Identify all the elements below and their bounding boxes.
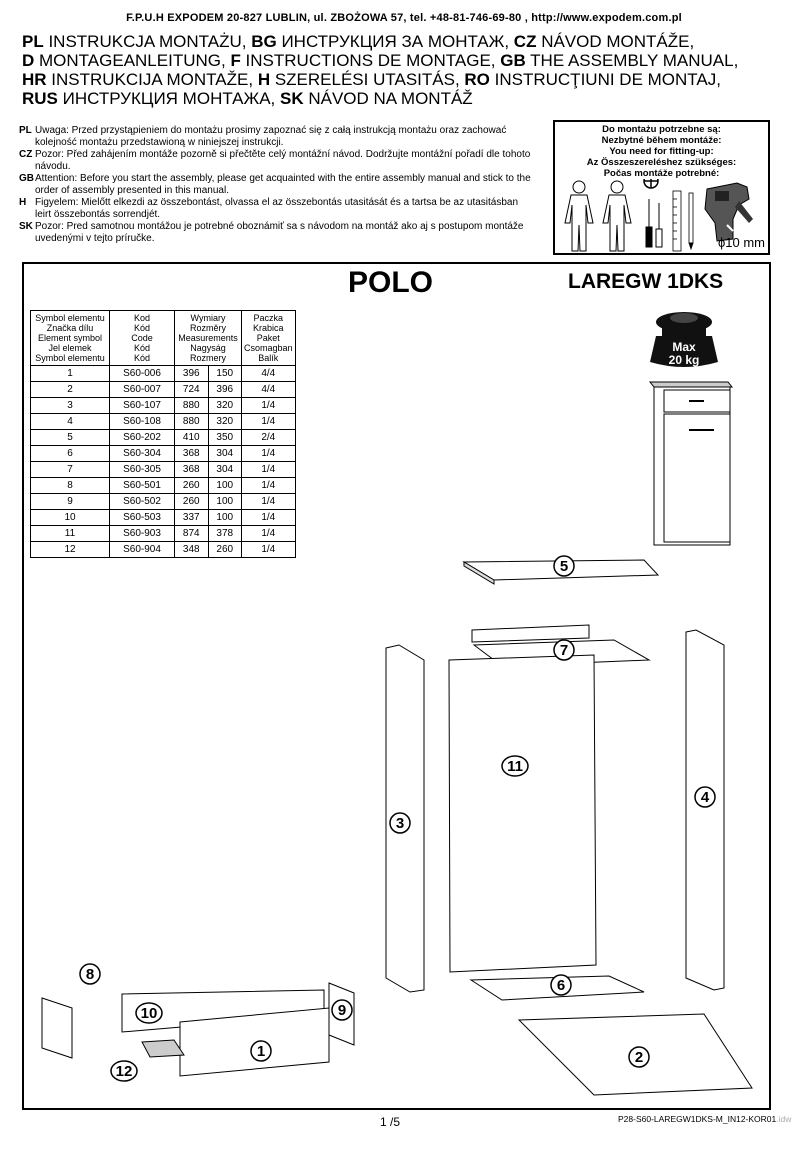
- table-cell: 4/4: [242, 366, 296, 382]
- title-text: INSTRUCTIONS DE MONTAGE,: [240, 51, 501, 70]
- header-line: Kód: [133, 343, 150, 353]
- header-line: Kod: [133, 313, 150, 323]
- part-8: [42, 998, 72, 1058]
- title-line: [22, 70, 738, 89]
- language-code: BG: [251, 32, 277, 51]
- warning-item: [19, 173, 534, 197]
- part-label-10: [136, 1003, 162, 1023]
- tools-line: Nezbytné během montáže:: [601, 135, 722, 146]
- language-code: CZ: [19, 149, 33, 160]
- part-label-9: [332, 1000, 352, 1020]
- title-line: [22, 32, 738, 51]
- part-label-text: 3: [395, 815, 405, 832]
- header-line: Kód: [133, 323, 150, 333]
- table-cell: 378: [208, 526, 242, 542]
- table-cell: 7: [31, 462, 110, 478]
- warning-text: Pozor: Pred samotnou montážou je potrebné oboznámiť sa s návodom na montáž ako aj s postupom montáže uvedenými v tejto príručke.: [35, 221, 524, 244]
- header-line: Jel elemek: [48, 343, 92, 353]
- part-12: [142, 1040, 184, 1057]
- tools-box: [553, 120, 770, 255]
- header-line: Symbol elementu: [35, 353, 105, 363]
- tools-line: Do montażu potrzebne są:: [602, 124, 721, 135]
- language-code: CZ: [513, 32, 537, 51]
- header-line: Nagyság: [190, 343, 226, 353]
- table-cell: 260: [208, 542, 242, 558]
- title-line: [22, 51, 738, 70]
- language-code: H: [257, 70, 271, 89]
- warning-item: [19, 125, 534, 149]
- part-4: [686, 630, 724, 990]
- title-text: THE ASSEMBLY MANUAL,: [525, 51, 739, 70]
- header-line: Measurements: [178, 333, 238, 343]
- part-label-text: 8: [85, 966, 95, 983]
- table-cell: 337: [175, 510, 209, 526]
- title-text: INSTRUCŢIUNI DE MONTAJ,: [489, 70, 721, 89]
- title-text: ИНСТРУКЦИЯ МОНТАЖА,: [57, 89, 280, 108]
- title-text: INSTRUKCIJA MONTAŽE,: [46, 70, 258, 89]
- ruler-icon: [673, 191, 681, 251]
- table-cell: 1/4: [242, 542, 296, 558]
- part-label-12: [111, 1061, 137, 1081]
- language-code: PL: [22, 32, 44, 51]
- language-code: GB: [500, 51, 526, 70]
- table-cell: 2/4: [242, 430, 296, 446]
- part-label-text: 6: [556, 977, 566, 994]
- table-cell: 11: [31, 526, 110, 542]
- person-icon: [603, 181, 631, 251]
- part-label-text: 7: [559, 642, 569, 659]
- product-name: POLO: [348, 266, 434, 299]
- language-code: RO: [464, 70, 490, 89]
- document-id: [618, 1114, 791, 1124]
- phillips-symbol-icon: [644, 179, 658, 188]
- language-code: H: [19, 197, 27, 208]
- table-cell: S60-501: [110, 478, 175, 494]
- table-cell: 880: [175, 414, 209, 430]
- table-cell: 4/4: [242, 382, 296, 398]
- table-cell: 1/4: [242, 446, 296, 462]
- part-label-text: 5: [559, 558, 569, 575]
- language-code: RUS: [22, 89, 58, 108]
- table-cell: 1/4: [242, 494, 296, 510]
- table-cell: 100: [208, 510, 242, 526]
- table-cell: 396: [175, 366, 209, 382]
- table-cell: S60-108: [110, 414, 175, 430]
- tools-line: Az Összeszereléshez szükséges:: [586, 157, 737, 168]
- warning-text: Pozor: Před zahájením montáže pozorně si přečtěte celý montážní návod. Dodržujte montážní pořadí dle tohoto návodu.: [35, 149, 531, 172]
- header-line: Značka dílu: [46, 323, 94, 333]
- table-cell: S60-305: [110, 462, 175, 478]
- table-cell: 348: [175, 542, 209, 558]
- document-code: P28-S60-LAREGW1DKS-M_IN12-KOR01: [618, 1114, 777, 1124]
- table-cell: 304: [208, 446, 242, 462]
- language-code: D: [22, 51, 35, 70]
- table-cell: 874: [175, 526, 209, 542]
- header-line: Rozmery: [189, 353, 226, 363]
- warning-item: [19, 197, 534, 221]
- tools-line: You need for fitting-up:: [609, 146, 714, 157]
- table-cell: 10: [31, 510, 110, 526]
- table-cell: S60-202: [110, 430, 175, 446]
- cabinet-icon: [650, 382, 732, 545]
- table-cell: 1/4: [242, 510, 296, 526]
- title-text: MONTAGEANLEITUNG,: [34, 51, 231, 70]
- max-label: Max: [672, 340, 696, 354]
- table-cell: 304: [208, 462, 242, 478]
- title-text: ИНСТРУКЦИЯ ЗА МОНТАЖ,: [276, 32, 514, 51]
- drill-bit-size: ϕ10 mm: [717, 235, 765, 250]
- part-11: [449, 655, 596, 972]
- table-cell: 8: [31, 478, 110, 494]
- warning-text: Attention: Before you start the assembly, please get acquainted with the entire assembly manual and stick to the order of assembly presented in this manual.: [35, 173, 531, 196]
- warning-item: [19, 149, 534, 173]
- language-code: F: [230, 51, 241, 70]
- header-line: Balík: [258, 353, 279, 363]
- table-cell: 410: [175, 430, 209, 446]
- table-cell: 4: [31, 414, 110, 430]
- title-line: [22, 89, 738, 108]
- part-label-1: [251, 1041, 271, 1061]
- table-cell: 880: [175, 398, 209, 414]
- table-cell: 320: [208, 398, 242, 414]
- screwdriver-icon: [656, 203, 662, 247]
- person-icon: [565, 181, 593, 251]
- assembly-illustration: [24, 300, 769, 1108]
- part-label-11: [502, 756, 528, 776]
- page-number: 1 /5: [380, 1115, 401, 1129]
- header-line: Code: [131, 333, 153, 343]
- part-label-text: 2: [634, 1049, 644, 1066]
- title-text: SZERELÉSI UTASITÁS,: [270, 70, 465, 89]
- table-cell: 260: [175, 478, 209, 494]
- header-line: Wymiary: [190, 313, 226, 323]
- table-cell: 2: [31, 382, 110, 398]
- header-line: Symbol elementu: [35, 313, 105, 323]
- table-cell: 1/4: [242, 398, 296, 414]
- header-line: Paket: [256, 333, 280, 343]
- drill-icon: [705, 183, 753, 241]
- header-line: Element symbol: [37, 333, 103, 343]
- weight-label: 20 kg: [668, 353, 700, 367]
- table-cell: S60-503: [110, 510, 175, 526]
- weight-icon: [650, 312, 718, 367]
- part-label-text: 4: [700, 789, 710, 806]
- table-cell: S60-304: [110, 446, 175, 462]
- header-line: Rozměry: [189, 323, 226, 333]
- part-label-5: [554, 556, 574, 576]
- table-cell: 368: [175, 446, 209, 462]
- table-cell: 3: [31, 398, 110, 414]
- table-cell: S60-904: [110, 542, 175, 558]
- table-cell: 350: [208, 430, 242, 446]
- table-cell: 5: [31, 430, 110, 446]
- table-cell: 368: [175, 462, 209, 478]
- document-extension: .idw: [776, 1114, 792, 1124]
- table-cell: 1: [31, 366, 110, 382]
- warnings-block: [19, 125, 534, 245]
- language-code: SK: [280, 89, 304, 108]
- table-cell: 150: [208, 366, 242, 382]
- table-cell: S60-007: [110, 382, 175, 398]
- language-code: PL: [19, 125, 32, 136]
- part-label-text: 9: [337, 1002, 347, 1019]
- header-line: Krabica: [253, 323, 284, 333]
- part-label-2: [629, 1047, 649, 1067]
- screwdriver-icon: [646, 199, 652, 247]
- part-label-text: 10: [140, 1005, 158, 1022]
- table-cell: 260: [175, 494, 209, 510]
- part-label-4: [695, 787, 715, 807]
- warning-item: [19, 221, 534, 245]
- table-cell: 320: [208, 414, 242, 430]
- table-cell: 1/4: [242, 462, 296, 478]
- part-label-text: 12: [115, 1063, 133, 1080]
- part-label-text: 1: [256, 1043, 266, 1060]
- language-code: HR: [22, 70, 47, 89]
- table-cell: 1/4: [242, 478, 296, 494]
- title-text: INSTRUKCJA MONTAŻU,: [43, 32, 252, 51]
- header-line: Paczka: [253, 313, 284, 323]
- title-text: NÁVOD NA MONTÁŽ: [303, 89, 473, 108]
- language-code: GB: [19, 173, 34, 184]
- part-label-3: [390, 813, 410, 833]
- part-label-6: [551, 975, 571, 995]
- table-cell: 1/4: [242, 414, 296, 430]
- header-line: Csomagban: [244, 343, 293, 353]
- part-label-text: 11: [507, 758, 523, 775]
- part-label-8: [80, 964, 100, 984]
- table-cell: S60-502: [110, 494, 175, 510]
- warning-text: Figyelem: Mielőtt elkezdi az összebontást, olvassa el az összebontás utasitását és a tartsa be az utasitásban leirt összebontás sorrendjét.: [35, 197, 519, 220]
- part-label-7: [554, 640, 574, 660]
- table-cell: 1/4: [242, 526, 296, 542]
- table-cell: S60-107: [110, 398, 175, 414]
- table-cell: 9: [31, 494, 110, 510]
- table-cell: S60-903: [110, 526, 175, 542]
- warning-text: Uwaga: Przed przystąpieniem do montażu prosimy zapoznać się z całą instrukcją montażu oraz zachować kolejność montażu przedstawioną w niniejszej instrukcji.: [35, 125, 507, 148]
- table-cell: 724: [175, 382, 209, 398]
- title-block: [22, 32, 738, 108]
- table-cell: 12: [31, 542, 110, 558]
- table-cell: 6: [31, 446, 110, 462]
- table-cell: 396: [208, 382, 242, 398]
- table-cell: 100: [208, 478, 242, 494]
- header-line: Kód: [133, 353, 150, 363]
- company-header: F.P.U.H EXPODEM 20-827 LUBLIN, ul. ZBOŻOWA 57, tel. +48-81-746-69-80 , http://www.expodem.com.pl: [126, 12, 682, 24]
- language-code: SK: [19, 221, 33, 232]
- table-cell: S60-006: [110, 366, 175, 382]
- tools-line: Počas montáže potrebné:: [603, 168, 720, 179]
- product-code: LAREGW 1DKS: [568, 270, 724, 293]
- title-text: NÁVOD MONTÁŽE,: [536, 32, 695, 51]
- pencil-icon: [689, 193, 693, 249]
- table-cell: 100: [208, 494, 242, 510]
